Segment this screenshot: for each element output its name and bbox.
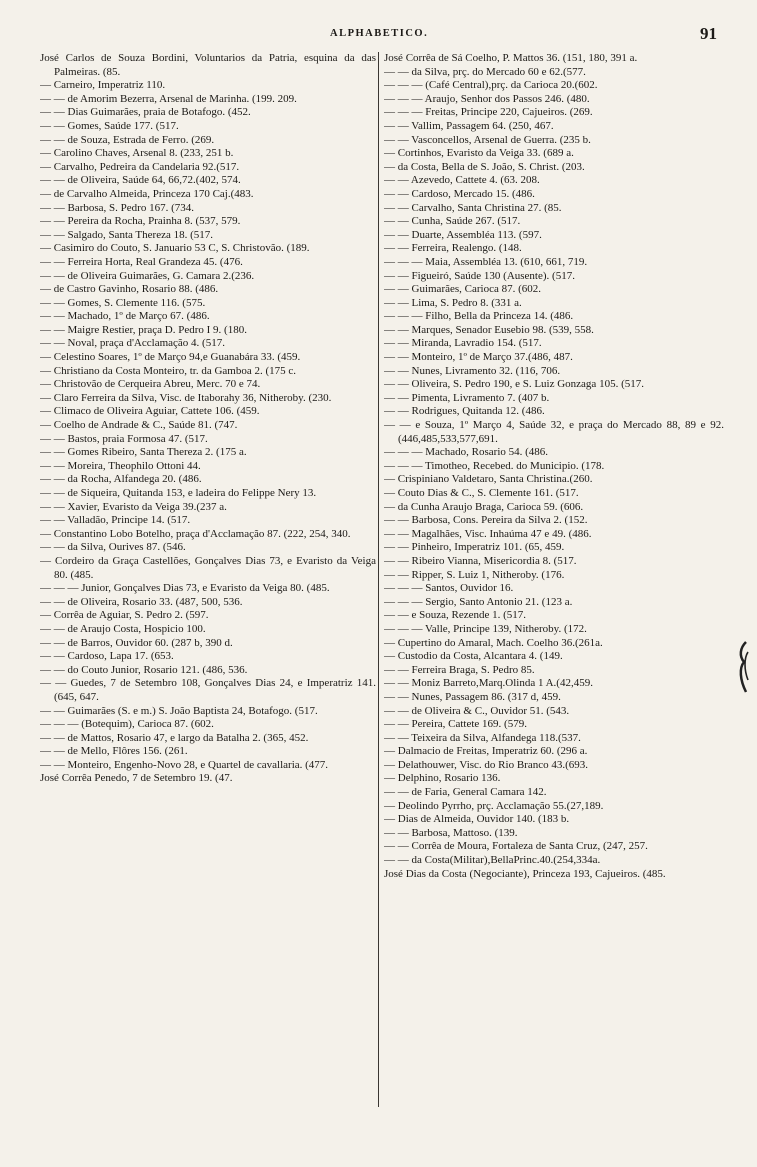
- directory-entry: — — Moreira, Theophilo Ottoni 44.: [40, 459, 201, 472]
- directory-entry: — — e Souza, 1º Março 4, Saúde 32, e praça do Mercado 88, 89 e 92.(446,485,533,577,691.: [384, 419, 724, 445]
- directory-entry: — — de Mattos, Rosario 47, e largo da Batalha 2. (365, 452.: [40, 731, 309, 744]
- directory-entry: — Dalmacio de Freitas, Imperatriz 60. (296 a.: [384, 745, 588, 758]
- directory-entry: — Delphino, Rosario 136.: [384, 772, 501, 785]
- directory-entry: — — Monteiro, 1º de Março 37.(486, 487.: [384, 351, 573, 364]
- margin-clip-icon: [736, 640, 750, 694]
- directory-entry: — — de Oliveira & C., Ouvidor 51. (543.: [384, 704, 570, 717]
- directory-entry: — — Teixeira da Silva, Alfandega 118.(537.: [384, 731, 581, 744]
- directory-entry: — da Cunha Araujo Braga, Carioca 59. (606.: [384, 500, 584, 513]
- directory-entry: — — Noval, praça d'Acclamação 4. (517.: [40, 337, 225, 350]
- directory-entry: — — Gomes Ribeiro, Santa Thereza 2. (175 a.: [40, 446, 247, 459]
- directory-entry: — Carneiro, Imperatriz 110.: [40, 79, 166, 92]
- page-title: ALPHABETICO.: [330, 28, 429, 39]
- column-divider: [378, 52, 379, 1107]
- directory-entry: — — Marques, Senador Eusebio 98. (539, 558.: [384, 323, 594, 336]
- directory-entry: — — Gomes, Saúde 177. (517.: [40, 119, 179, 132]
- directory-entry: José Corrêa de Sá Coelho, P. Mattos 36. (151, 180, 391 a.: [384, 52, 638, 64]
- directory-entry: — — do Couto Junior, Rosario 121. (486, 536.: [40, 663, 248, 676]
- directory-entry: — — Magalhães, Visc. Inhaúma 47 e 49. (486.: [384, 527, 592, 540]
- directory-entry: — — Machado, 1º de Março 67. (486.: [40, 310, 210, 323]
- directory-entry: — — Miranda, Lavradio 154. (517.: [384, 337, 542, 350]
- directory-entry: — — Dias Guimarães, praia de Botafogo. (452.: [40, 106, 251, 119]
- directory-entry: — — Barbosa, Cons. Pereira da Silva 2. (152.: [384, 514, 588, 527]
- directory-entry: — — Oliveira, S. Pedro 190, e S. Luiz Gonzaga 105. (517.: [384, 378, 644, 391]
- directory-entry: — — — Machado, Rosario 54. (486.: [384, 446, 549, 459]
- directory-entry: — — Pimenta, Livramento 7. (407 b.: [384, 391, 550, 404]
- page-header: [0, 24, 757, 44]
- directory-entry: — — Guimarães, Carioca 87. (602.: [384, 283, 542, 296]
- directory-entry: — — de Mello, Flôres 156. (261.: [40, 745, 188, 758]
- directory-entry: — — Monteiro, Engenho-Novo 28, e Quartel de cavallaria. (477.: [40, 758, 329, 771]
- directory-entry: — — Ribeiro Vianna, Misericordia 8. (517.: [384, 554, 577, 567]
- directory-entry: — — Salgado, Santa Thereza 18. (517.: [40, 228, 214, 241]
- directory-entry: José Carlos de Souza Bordini, Voluntarios da Patria, esquina da das Palmeiras. (85.: [40, 52, 376, 78]
- directory-entry: — — Valladão, Principe 14. (517.: [40, 514, 191, 527]
- directory-entry: — — Pereira, Cattete 169. (579.: [384, 718, 527, 731]
- directory-entry: — Corrêa de Aguiar, S. Pedro 2. (597.: [40, 609, 209, 622]
- directory-entry: — — Ferreira, Realengo. (148.: [384, 242, 522, 255]
- directory-entry: — — da Costa(Militar),BellaPrinc.40.(254,334a.: [384, 854, 601, 867]
- directory-entry: — — — Freitas, Principe 220, Cajueiros. (269.: [384, 106, 593, 119]
- directory-entry: — — Vasconcellos, Arsenal de Guerra. (235 b.: [384, 133, 591, 146]
- directory-entry: — da Costa, Bella de S. João, S. Christ. (203.: [384, 160, 585, 173]
- directory-entry: — — de Souza, Estrada de Ferro. (269.: [40, 133, 215, 146]
- directory-entry: — — da Rocha, Alfandega 20. (486.: [40, 473, 202, 486]
- directory-entry: — — — Sergio, Santo Antonio 21. (123 a.: [384, 595, 573, 608]
- directory-entry: — — Pereira da Rocha, Prainha 8. (537, 579.: [40, 215, 241, 228]
- directory-entry: — Deolindo Pyrrho, prç. Acclamação 55.(27,189.: [384, 799, 604, 812]
- directory-entry: — — da Silva, prç. do Mercado 60 e 62.(577.: [384, 65, 586, 78]
- directory-entry: — — — Timotheo, Recebed. do Municipio. (178.: [384, 459, 605, 472]
- right-column: [384, 52, 724, 1152]
- directory-entry: — — Guedes, 7 de Setembro 108, Gonçalves Dias 24, e Imperatriz 141. (645, 647.: [40, 677, 376, 703]
- directory-entry: — — Moniz Barreto,Marq.Olinda 1 A.(42,459.: [384, 677, 593, 690]
- directory-entry: — — de Oliveira, Rosario 33. (487, 500, 536.: [40, 595, 243, 608]
- left-column: [40, 52, 376, 1152]
- directory-entry: — — — (Botequim), Carioca 87. (602.: [40, 718, 214, 731]
- directory-entry: — — Nunes, Passagem 86. (317 d, 459.: [384, 690, 561, 703]
- directory-entry: — — Barbosa, S. Pedro 167. (734.: [40, 201, 194, 214]
- directory-entry: — Coelho de Andrade & C., Saúde 81. (747.: [40, 419, 238, 432]
- directory-entry: — de Carvalho Almeida, Princeza 170 Caj.(483.: [40, 187, 254, 200]
- directory-entry: — — de Siqueira, Quitanda 153, e ladeira do Felippe Nery 13.: [40, 487, 317, 499]
- directory-entry: — — da Silva, Ourives 87. (546.: [40, 541, 186, 554]
- directory-entry: — Cordeiro da Graça Castellões, Gonçalves Dias 73, e Evaristo da Veiga 80. (485.: [40, 554, 376, 581]
- directory-entry: — — — Filho, Bella da Princeza 14. (486.: [384, 310, 574, 323]
- directory-entry: — — Cardoso, Lapa 17. (653.: [40, 650, 174, 663]
- directory-entry: — Claro Ferreira da Silva, Visc. de Itaborahy 36, Nitheroby. (230.: [40, 391, 332, 404]
- directory-entry: — — Pinheiro, Imperatriz 101. (65, 459.: [384, 541, 565, 554]
- directory-entry: — — Barbosa, Mattoso. (139.: [384, 826, 518, 839]
- directory-entry: — Climaco de Oliveira Aguiar, Cattete 106. (459.: [40, 405, 260, 418]
- directory-entry: — Carvalho, Pedreira da Candelaria 92.(517.: [40, 160, 240, 173]
- directory-entry: — — Ferreira Horta, Real Grandeza 45. (476.: [40, 255, 243, 268]
- directory-entry: — Dias de Almeida, Ouvidor 140. (183 b.: [384, 813, 570, 826]
- directory-entry: — — de Faria, General Camara 142.: [384, 786, 547, 799]
- directory-entry: — — Guimarães (S. e m.) S. João Baptista 24, Botafogo. (517.: [40, 704, 318, 717]
- page-number: 91: [700, 24, 717, 43]
- directory-entry: — — de Oliveira Guimarães, G. Camara 2.(236.: [40, 269, 255, 282]
- directory-entry: — — — Valle, Principe 139, Nitheroby. (172.: [384, 622, 587, 635]
- directory-entry: — Christovão de Cerqueira Abreu, Merc. 70 e 74.: [40, 378, 261, 391]
- directory-entry: — Christiano da Costa Monteiro, tr. da Gamboa 2. (175 c.: [40, 364, 297, 377]
- directory-entry: — — e Souza, Rezende 1. (517.: [384, 609, 527, 622]
- directory-entry: — — de Araujo Costa, Hospicio 100.: [40, 622, 206, 635]
- directory-entry: — Couto Dias & C., S. Clemente 161. (517.: [384, 487, 579, 499]
- directory-entry: — Delathouwer, Visc. do Rio Branco 43.(693.: [384, 758, 588, 771]
- directory-entry: — — de Amorim Bezerra, Arsenal de Marinha. (199. 209.: [40, 92, 297, 105]
- directory-entry: — — Corrêa de Moura, Fortaleza de Santa Cruz, (247, 257.: [384, 840, 648, 853]
- directory-entry: — — — Junior, Gonçalves Dias 73, e Evaristo da Veiga 80. (485.: [40, 582, 330, 595]
- directory-entry: — — de Oliveira, Saúde 64, 66,72.(402, 574.: [40, 174, 241, 187]
- directory-entry: — Cortinhos, Evaristo da Veiga 33. (689 a.: [384, 147, 574, 160]
- directory-entry: — Cupertino do Amaral, Mach. Coelho 36.(261a.: [384, 636, 603, 649]
- directory-entry: — Custodio da Costa, Alcantara 4. (149.: [384, 650, 563, 663]
- directory-entry: — — Duarte, Assembléa 113. (597.: [384, 228, 542, 241]
- directory-entry: — Crispiniano Valdetaro, Santa Christina.(260.: [384, 473, 593, 486]
- directory-entry: — — Ripper, S. Luiz 1, Nitheroby. (176.: [384, 568, 565, 581]
- directory-entry: — — Azevedo, Cattete 4. (63. 208.: [384, 174, 540, 187]
- directory-entry: — Constantino Lobo Botelho, praça d'Acclamação 87. (222, 254, 340.: [40, 527, 351, 540]
- directory-entry: — Carolino Chaves, Arsenal 8. (233, 251 b.: [40, 147, 234, 160]
- directory-entry: — Casimiro do Couto, S. Januario 53 C, S. Christovão. (189.: [40, 242, 310, 255]
- directory-entry: — — Cunha, Saúde 267. (517.: [384, 215, 521, 228]
- directory-entry: — — Nunes, Livramento 32. (116, 706.: [384, 364, 561, 377]
- directory-entry: — — Xavier, Evaristo da Veiga 39.(237 a.: [40, 500, 227, 513]
- directory-entry: — — — Santos, Ouvidor 16.: [384, 582, 514, 595]
- directory-entry: José Corrêa Penedo, 7 de Setembro 19. (47.: [40, 772, 233, 785]
- directory-entry: — — Cardoso, Mercado 15. (486.: [384, 187, 535, 200]
- directory-entry: — — — Maia, Assembléa 13. (610, 661, 719.: [384, 255, 588, 268]
- directory-entry: — — Gomes, S. Clemente 116. (575.: [40, 296, 206, 309]
- directory-entry: — — de Barros, Ouvidor 60. (287 b, 390 d.: [40, 636, 233, 649]
- directory-entry: — — Lima, S. Pedro 8. (331 a.: [384, 296, 522, 309]
- directory-entry: — de Castro Gavinho, Rosario 88. (486.: [40, 283, 219, 296]
- directory-entry: — — — (Café Central),prç. da Carioca 20.(602.: [384, 79, 598, 92]
- directory-entry: — Celestino Soares, 1º de Março 94,e Guanabára 33. (459.: [40, 351, 301, 364]
- directory-entry: — — Figueiró, Saúde 130 (Ausente). (517.: [384, 269, 575, 282]
- directory-entry: — — Carvalho, Santa Christina 27. (85.: [384, 201, 562, 214]
- directory-entry: — — Rodrigues, Quitanda 12. (486.: [384, 405, 545, 418]
- directory-entry: — — — Araujo, Senhor dos Passos 246. (480.: [384, 92, 590, 105]
- directory-entry: José Dias da Costa (Negociante), Princeza 193, Cajueiros. (485.: [384, 867, 666, 880]
- directory-entry: — — Bastos, praia Formosa 47. (517.: [40, 432, 208, 445]
- directory-entry: — — Vallim, Passagem 64. (250, 467.: [384, 119, 554, 132]
- directory-entry: — — Maigre Restier, praça D. Pedro I 9. (180.: [40, 323, 247, 336]
- directory-entry: — — Ferreira Braga, S. Pedro 85.: [384, 663, 535, 676]
